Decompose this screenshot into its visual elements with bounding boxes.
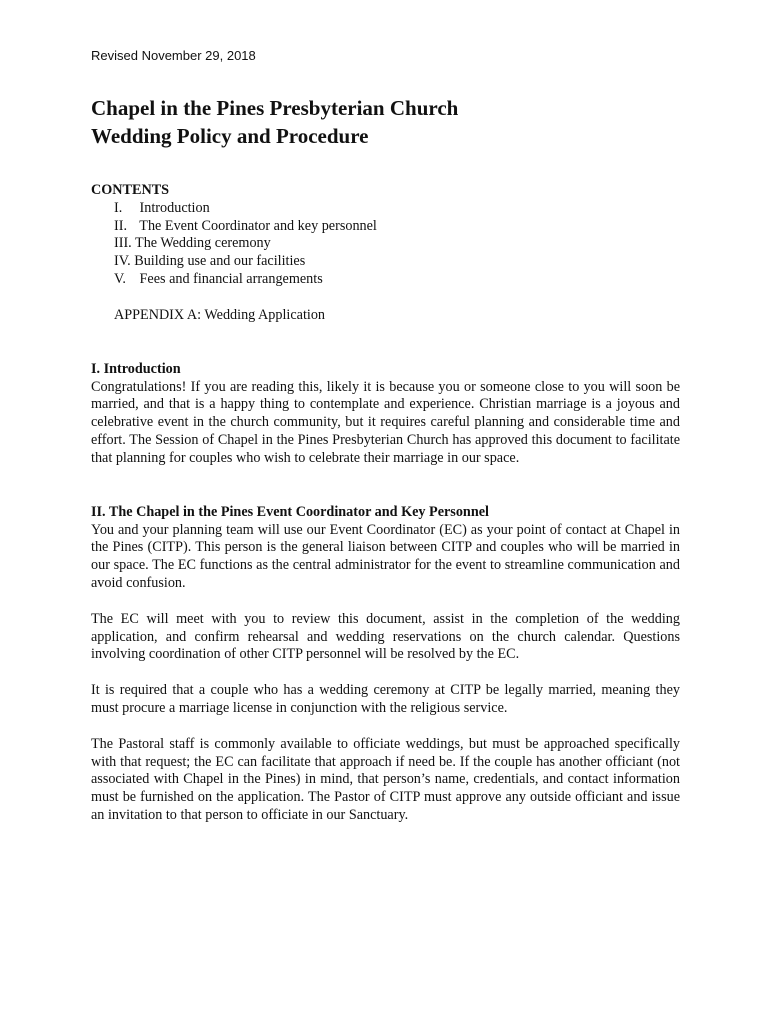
- contents-heading: CONTENTS: [91, 182, 170, 198]
- toc-item-number: III.: [114, 235, 132, 252]
- section-introduction: [91, 361, 680, 467]
- table-of-contents: [114, 200, 377, 289]
- revision-date: Revised November 29, 2018: [91, 48, 256, 63]
- toc-item-label: Fees and financial arrangements: [139, 270, 323, 287]
- toc-item-number: II.: [114, 217, 127, 234]
- toc-item-label: Introduction: [139, 200, 210, 216]
- section-body: Congratulations! If you are reading this, likely it is because you or someone close to you will soon be married, and that is a happy thing to contemplate and experience. Christian marriage is a joyous and celebrative event in the church community, but it requires careful planning and considerable time and effort. The Session of Chapel in the Pines Presbyterian Church has approved this document to facilitate that planning for couples who wish to celebrate their marriage in our space.: [91, 378, 680, 466]
- toc-item-label: The Wedding ceremony: [135, 235, 271, 252]
- toc-item: [114, 253, 377, 271]
- toc-item-label: The Event Coordinator and key personnel: [139, 217, 377, 234]
- paragraph-legal-marriage: It is required that a couple who has a wedding ceremony at CITP be legally married, meaning they must procure a marriage license in conjunction with the religious service.: [91, 682, 680, 716]
- appendix-entry: APPENDIX A: Wedding Application: [114, 307, 326, 323]
- section-heading: II. The Chapel in the Pines Event Coordinator and Key Personnel: [91, 504, 489, 520]
- paragraph-officiant: The Pastoral staff is commonly available to officiate weddings, but must be approached specifically with that request; the EC can facilitate that approach if need be. If the couple has another officiant (not associated with Chapel in the Pines) in mind, that person’s name, credentials, and contact information must be furnished on the application. The Pastor of CITP must approve any outside officiant and issue an invitation to that person to officiate in our Sanctuary.: [91, 736, 680, 823]
- toc-item-number: I.: [114, 200, 123, 216]
- section-heading: I. Introduction: [91, 361, 181, 377]
- toc-item-number: IV.: [114, 253, 131, 270]
- toc-item: [114, 271, 377, 289]
- title-line-2: Wedding Policy and Procedure: [91, 124, 369, 148]
- title-line-1: Chapel in the Pines Presbyterian Church: [91, 96, 459, 120]
- document-title: [91, 94, 691, 150]
- toc-item-number: V.: [114, 270, 126, 287]
- toc-item: [114, 235, 377, 253]
- toc-item: [114, 200, 377, 218]
- paragraph-ec-meeting: The EC will meet with you to review this document, assist in the completion of the wedding application, and confirm rehearsal and wedding reservations on the church calendar. Questions involving coordination of other CITP personnel will be resolved by the EC.: [91, 611, 680, 663]
- toc-item-label: Building use and our facilities: [134, 253, 306, 270]
- section-event-coordinator: [91, 504, 680, 593]
- toc-item: [114, 218, 377, 236]
- section-body: You and your planning team will use our Event Coordinator (EC) as your point of contact at Chapel in the Pines (CITP). This person is the general liaison between CITP and couples who will be married in our space. The EC functions as the central administrator for the event to streamline communication and avoid confusion.: [91, 521, 680, 591]
